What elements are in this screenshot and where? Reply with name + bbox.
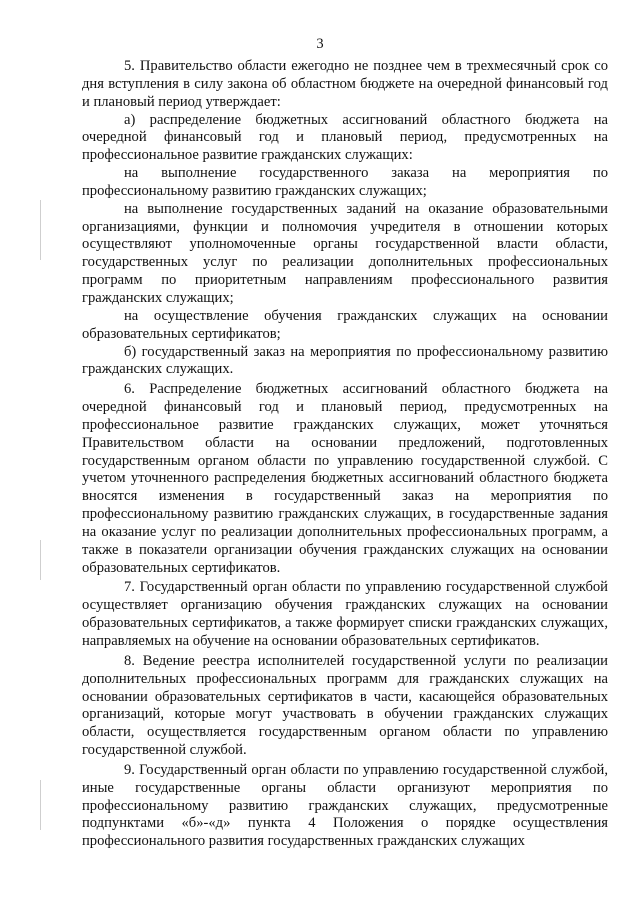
paragraph-5a-state-tasks: на выполнение государственных заданий на оказание образовательными организациями, функции и полномочия учредителя в отношении которых осуществляют уполномоченные органы государственной власти области, государственных услуг по реализации дополнительных профессиональных программ по приоритетным направлениям профессионального развития гражданских служащих; [82, 200, 608, 306]
paragraph-5a: а) распределение бюджетных ассигнований областного бюджета на очередной финансовый год и плановый период, предусмотренных на профессиональное развитие гражданских служащих: [82, 111, 608, 164]
paragraph-7: 7. Государственный орган области по управлению государственной службой осуществляет организацию обучения гражданских служащих на основании образовательных сертификатов, а также формирует списки гражданских служащих, направляемых на обучение на основании образовательных сертификатов. [82, 579, 608, 649]
page-number: 3 [316, 36, 324, 52]
scan-edge-mark [40, 540, 41, 580]
paragraph-5: 5. Правительство области ежегодно не позднее чем в трехмесячный срок со дня вступления в силу закона об областном бюджете на очередной финансовый год и плановый период утверждает: [82, 58, 608, 110]
paragraph-9: 9. Государственный орган области по управлению государственной службой, иные государственные органы области организуют мероприятия по профессиональному развитию гражданских служащих, предусмотренные подпунктами «б»-«д» пункта 4 Положения о порядке осуществления профессионального развития государственных гражданских служащих [82, 761, 608, 850]
scan-edge-mark [40, 780, 41, 830]
paragraph-5b: б) государственный заказ на мероприятия по профессиональному развитию гражданских служащих. [82, 343, 608, 378]
scan-edge-mark [40, 200, 41, 260]
paragraph-8: 8. Ведение реестра исполнителей государственной услуги по реализации дополнительных профессиональных программ для гражданских служащих на основании образовательных сертификатов в части, касающейся образовательных организаций, которые могут участвовать в обучении гражданских служащих области, осуществляется государственным органом области по управлению государственной службой. [82, 652, 608, 759]
paragraph-5a-certificates: на осуществление обучения гражданских служащих на основании образовательных сертификатов; [82, 307, 608, 342]
paragraph-5a-state-order: на выполнение государственного заказа на мероприятия по профессиональному развитию гражданских служащих; [82, 165, 608, 199]
document-body [82, 58, 608, 851]
paragraph-6: 6. Распределение бюджетных ассигнований областного бюджета на очередной финансовый год и плановый период, предусмотренных на профессиональное развитие гражданских служащих, может уточняться Правительством области на основании предложений, подготовленных государственным органом области по управлению государственной службой. С учетом уточненного распределения бюджетных ассигнований областного бюджета вносятся изменения в государственный заказ на мероприятия по профессиональному развитию гражданских служащих, в государственные задания на оказание услуг по реализации дополнительных профессиональных программ, а также в показатели организации обучения гражданских служащих на основании образовательных сертификатов. [82, 381, 608, 576]
